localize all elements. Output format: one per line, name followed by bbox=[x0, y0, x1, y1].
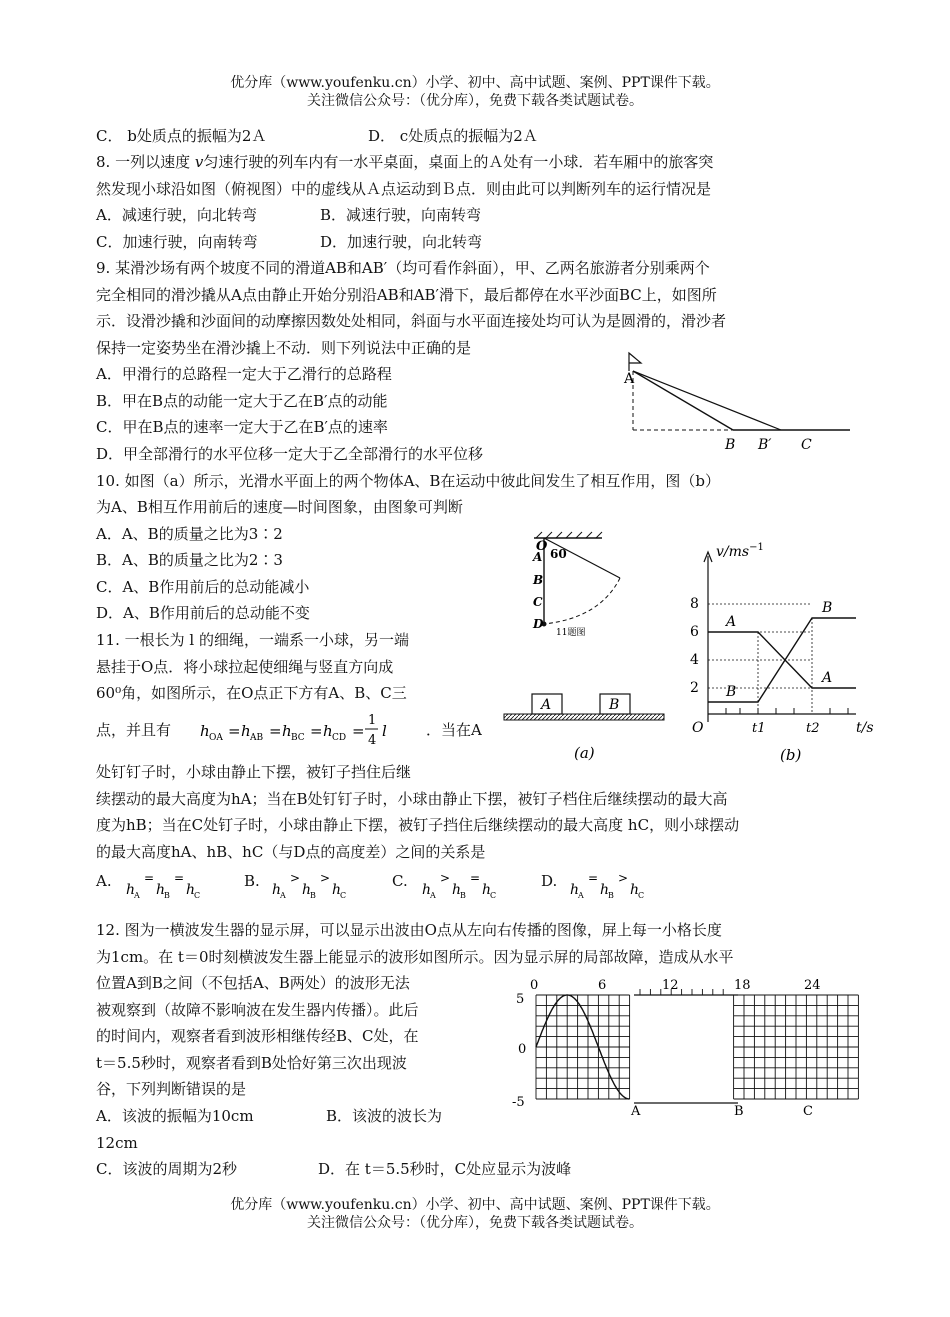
vt-label-a-after: A bbox=[822, 670, 833, 686]
q11-option-a: A. bbox=[96, 872, 112, 890]
q11-fig-caption: 11题图 bbox=[556, 628, 586, 638]
flag-icon bbox=[629, 353, 641, 371]
q12-option-b: B．该波的波长为 bbox=[326, 1107, 443, 1125]
q12-line-7: 谷，下列判断错误的是 bbox=[96, 1080, 247, 1098]
q10-option-d: D．A、B作用前后的总动能不变 bbox=[96, 604, 310, 622]
q11-label-angle: 60 bbox=[550, 547, 567, 561]
q10-option-a: A．A、B的质量之比为3∶2 bbox=[96, 525, 283, 543]
svg-text:BC: BC bbox=[291, 733, 305, 743]
vt-ytick-6: 6 bbox=[690, 624, 699, 640]
q9-label-a: A bbox=[624, 371, 635, 387]
q11-label-b: B bbox=[533, 573, 544, 587]
q12-line-6: t＝5.5秒时，观察者看到B处恰好第三次出现波 bbox=[96, 1054, 407, 1072]
svg-text:A: A bbox=[430, 891, 436, 900]
q10-line-1: 10. 如图（a）所示，光滑水平面上的两个物体A、B在运动中彼此间发生了相互作用，图（b） bbox=[96, 472, 721, 490]
svg-text:=: = bbox=[352, 722, 365, 740]
svg-text:C: C bbox=[340, 891, 347, 900]
svg-text:h: h bbox=[200, 722, 210, 740]
q10-figure-b-vt-graph bbox=[680, 540, 880, 770]
q11-label-d: D bbox=[533, 617, 544, 631]
q11-line-8: 的最大高度hA、hB、hC（与D点的高度差）之间的关系是 bbox=[96, 843, 486, 861]
vt-label-a-before: A bbox=[726, 614, 737, 630]
q12-ytick-0: 0 bbox=[518, 1042, 527, 1057]
q11-option-d: D. bbox=[541, 872, 558, 890]
vt-ytick-2: 2 bbox=[690, 680, 699, 696]
vt-ylabel: $v/ms^{-1}$ bbox=[716, 542, 764, 560]
svg-text:C: C bbox=[638, 891, 645, 900]
svg-text:h: h bbox=[156, 882, 166, 898]
q11-line-1: 11. 一根长为 l 的细绳，一端系一小球，另一端 bbox=[96, 631, 409, 649]
q10-block-b-label: B bbox=[609, 697, 620, 713]
q12-option-a: A．该波的振幅为10cm bbox=[96, 1107, 254, 1125]
svg-text:A: A bbox=[578, 891, 584, 900]
q11-label-a: A bbox=[533, 550, 543, 564]
q12-xtick-0: 0 bbox=[530, 978, 539, 993]
svg-text:h: h bbox=[630, 882, 640, 898]
q12-ytick-neg5: -5 bbox=[512, 1095, 525, 1110]
q12-line-2: 为1cm。在 t＝0时刻横波发生器上能显示的波形如图所示。因为显示屏的局部故障，造成从水平 bbox=[96, 948, 734, 966]
q10-option-b: B．A、B的质量之比为2∶3 bbox=[96, 551, 283, 569]
svg-text:=: = bbox=[470, 871, 481, 885]
q11-option-c: C. bbox=[392, 872, 408, 890]
q12-label-b: B bbox=[734, 1104, 744, 1119]
header-line-2: 关注微信公众号：（优分库），免费下载各类试题试卷。 bbox=[307, 93, 643, 109]
vt-label-b-after: B bbox=[822, 600, 833, 616]
q10-line-2: 为A、B相互作用前后的速度—时间图象，由图象可判断 bbox=[96, 498, 463, 516]
q10-ground bbox=[504, 714, 664, 720]
svg-text:h: h bbox=[241, 722, 251, 740]
vt-t1: t1 bbox=[752, 721, 766, 736]
header-line-1: 优分库（www.youfenku.cn）小学、初中、高中试题、案例、PPT课件下载。 bbox=[230, 75, 720, 91]
svg-text:h: h bbox=[282, 722, 292, 740]
q12-line-4: 被观察到（故障不影响波在发生器内传播）。此后 bbox=[96, 1001, 419, 1019]
q10-option-c: C．A、B作用前后的总动能减小 bbox=[96, 578, 310, 596]
q12-xtick-6: 6 bbox=[598, 978, 607, 993]
q9-option-d: D．甲全部滑行的水平位移一定大于乙全部滑行的水平位移 bbox=[96, 445, 484, 463]
svg-text:>: > bbox=[290, 871, 301, 885]
q11-height-equation bbox=[196, 710, 436, 750]
q12-xtick-24: 24 bbox=[804, 978, 821, 993]
q12-option-d: D．在 t＝5.5秒时，C处应显示为波峰 bbox=[318, 1160, 572, 1178]
svg-text:h: h bbox=[186, 882, 196, 898]
q9-slope-ab-prime bbox=[633, 371, 781, 430]
q9-slope-figure bbox=[615, 345, 865, 455]
q12-line-3: 位置A到B之间（不包括A、B两处）的波形无法 bbox=[96, 974, 410, 992]
svg-text:l: l bbox=[382, 722, 387, 740]
footer-line-1: 优分库（www.youfenku.cn）小学、初中、高中试题、案例、PPT课件下载。 bbox=[230, 1197, 720, 1213]
svg-text:4: 4 bbox=[368, 733, 377, 748]
q11-line-2: 悬挂于O点．将小球拉起使细绳与竖直方向成 bbox=[96, 658, 394, 676]
vt-xlabel: t/s bbox=[856, 720, 874, 736]
svg-text:C: C bbox=[490, 891, 497, 900]
svg-text:h: h bbox=[600, 882, 610, 898]
vt-ytick-8: 8 bbox=[690, 596, 699, 612]
q9-line-3: 示．设滑沙撬和沙面间的动摩擦因数处处相同，斜面与水平面连接处均可认为是圆滑的，滑沙者 bbox=[96, 312, 727, 330]
q8-line-2: 然发现小球沿如图（俯视图）中的虚线从Ａ点运动到Ｂ点．则由此可以判断列车的运行情况是 bbox=[96, 180, 712, 198]
q11-pendulum-figure bbox=[520, 530, 650, 642]
vt-x-ticks bbox=[726, 708, 848, 714]
svg-text:=: = bbox=[228, 722, 241, 740]
q8-option-b: B．减速行驶，向南转弯 bbox=[320, 206, 482, 224]
q11-line-7: 度为hB；当在C处钉子时，小球由静止下摆，被钉子挡住后继续摆动的最大高度 hC，则小球摆动 bbox=[96, 816, 740, 834]
q12-label-c: C bbox=[803, 1104, 813, 1119]
q11-line-6: 续摆动的最大高度为hA；当在B处钉钉子时，小球由静止下摆，被钉子档住后继续摆动的最大高 bbox=[96, 790, 728, 808]
svg-text:B: B bbox=[460, 891, 466, 900]
svg-text:>: > bbox=[440, 871, 451, 885]
q11-line-5: 处钉钉子时，小球由静止下摆，被钉子挡住后继 bbox=[96, 763, 412, 781]
q10-caption-b: (b) bbox=[780, 746, 802, 764]
q12-ytick-5: 5 bbox=[516, 992, 525, 1007]
svg-text:h: h bbox=[452, 882, 462, 898]
q8-option-c: C．加速行驶，向南转弯 bbox=[96, 233, 258, 251]
svg-text:h: h bbox=[482, 882, 492, 898]
q10-block-a-label: A bbox=[541, 697, 552, 713]
svg-text:A: A bbox=[280, 891, 286, 900]
q9-line-2: 完全相同的滑沙撬从A点由静止开始分别沿AB和AB′滑下，最后都停在水平沙面BC上，如图所 bbox=[96, 286, 717, 304]
svg-text:>: > bbox=[320, 871, 331, 885]
svg-text:C: C bbox=[194, 891, 201, 900]
q8-option-a: A．减速行驶，向北转弯 bbox=[96, 206, 257, 224]
q10-figure-a bbox=[498, 688, 673, 768]
footer-line-2: 关注微信公众号：（优分库），免费下载各类试题试卷。 bbox=[307, 1215, 643, 1231]
q8-option-d: D．加速行驶，向北转弯 bbox=[320, 233, 483, 251]
q8-line-1: 8. 一列以速度 v匀速行驶的列车内有一水平桌面，桌面上的Ａ处有一小球．若车厢中的旅客突 bbox=[96, 153, 714, 171]
q12-option-b-continued: 12cm bbox=[96, 1134, 138, 1152]
svg-text:h: h bbox=[332, 882, 342, 898]
svg-text:=: = bbox=[174, 871, 185, 885]
q9-slope-ab bbox=[633, 371, 733, 430]
svg-text:1: 1 bbox=[368, 713, 377, 728]
svg-text:B: B bbox=[310, 891, 316, 900]
vt-origin: O bbox=[692, 720, 704, 736]
q11-label-o: O bbox=[536, 539, 548, 554]
svg-text:A: A bbox=[134, 891, 140, 900]
svg-text:h: h bbox=[272, 882, 282, 898]
q9-line-1: 9. 某滑沙场有两个坡度不同的滑道AB和AB′（均可看作斜面），甲、乙两名旅游者分别乘两个 bbox=[96, 259, 710, 277]
vt-label-b-before: B bbox=[726, 684, 737, 700]
q10-caption-a: (a) bbox=[574, 744, 595, 762]
q12-xtick-18: 18 bbox=[734, 978, 751, 993]
svg-text:=: = bbox=[144, 871, 155, 885]
q11-option-b-relation bbox=[268, 866, 368, 902]
svg-text:B: B bbox=[164, 891, 170, 900]
q12-option-c: C．该波的周期为2秒 bbox=[96, 1160, 238, 1178]
svg-text:B: B bbox=[608, 891, 614, 900]
q9-option-a: A．甲滑行的总路程一定大于乙滑行的总路程 bbox=[96, 365, 392, 383]
q12-line-1: 12. 图为一横波发生器的显示屏，可以显示出波由O点从左向右传播的图像，屏上每一小格长度 bbox=[96, 921, 722, 939]
svg-text:>: > bbox=[618, 871, 629, 885]
q11-option-d-relation bbox=[566, 866, 666, 902]
q11-label-c: C bbox=[533, 595, 543, 609]
svg-text:h: h bbox=[302, 882, 312, 898]
svg-text:=: = bbox=[269, 722, 282, 740]
svg-text:=: = bbox=[588, 871, 599, 885]
ceiling-hatch bbox=[536, 532, 602, 538]
q11-swing-arc bbox=[544, 578, 620, 624]
q11-line-4b: ．当在A bbox=[426, 721, 482, 739]
q11-option-b: B. bbox=[244, 872, 260, 890]
svg-text:h: h bbox=[422, 882, 432, 898]
svg-text:h: h bbox=[570, 882, 580, 898]
q11-line-4a: 点，并且有 bbox=[96, 721, 172, 739]
q12-label-a: A bbox=[631, 1104, 641, 1119]
q9-label-b-prime: B′ bbox=[758, 437, 772, 453]
wave-grid bbox=[536, 989, 858, 1099]
svg-text:AB: AB bbox=[250, 733, 264, 743]
svg-text:h: h bbox=[126, 882, 136, 898]
vt-gridlines bbox=[708, 604, 812, 714]
q11-option-c-relation bbox=[418, 866, 518, 902]
svg-text:OA: OA bbox=[209, 733, 223, 743]
q7-option-d: D． c处质点的振幅为2Ａ bbox=[368, 127, 538, 145]
q12-wave-display bbox=[510, 975, 862, 1120]
q11-option-a-relation bbox=[122, 866, 222, 902]
q12-xtick-12: 12 bbox=[662, 978, 679, 993]
svg-text:=: = bbox=[310, 722, 323, 740]
q9-label-b: B bbox=[725, 437, 736, 453]
vt-ytick-4: 4 bbox=[690, 652, 699, 668]
q9-line-4: 保持一定姿势坐在滑沙撬上不动．则下列说法中正确的是 bbox=[96, 339, 472, 357]
q12-line-5: 的时间内，观察者看到波形相继传经B、C处，在 bbox=[96, 1027, 419, 1045]
q9-option-c: C．甲在B点的速率一定大于乙在B′点的速率 bbox=[96, 418, 388, 436]
svg-text:CD: CD bbox=[332, 733, 347, 743]
q9-label-c: C bbox=[801, 437, 812, 453]
q11-line-3: 60⁰角，如图所示，在O点正下方有A、B、C三 bbox=[96, 684, 407, 702]
q7-option-c: C． b处质点的振幅为2Ａ bbox=[96, 127, 267, 145]
svg-text:h: h bbox=[323, 722, 333, 740]
q9-option-b: B．甲在B点的动能一定大于乙在B′点的动能 bbox=[96, 392, 388, 410]
vt-t2: t2 bbox=[806, 721, 820, 736]
